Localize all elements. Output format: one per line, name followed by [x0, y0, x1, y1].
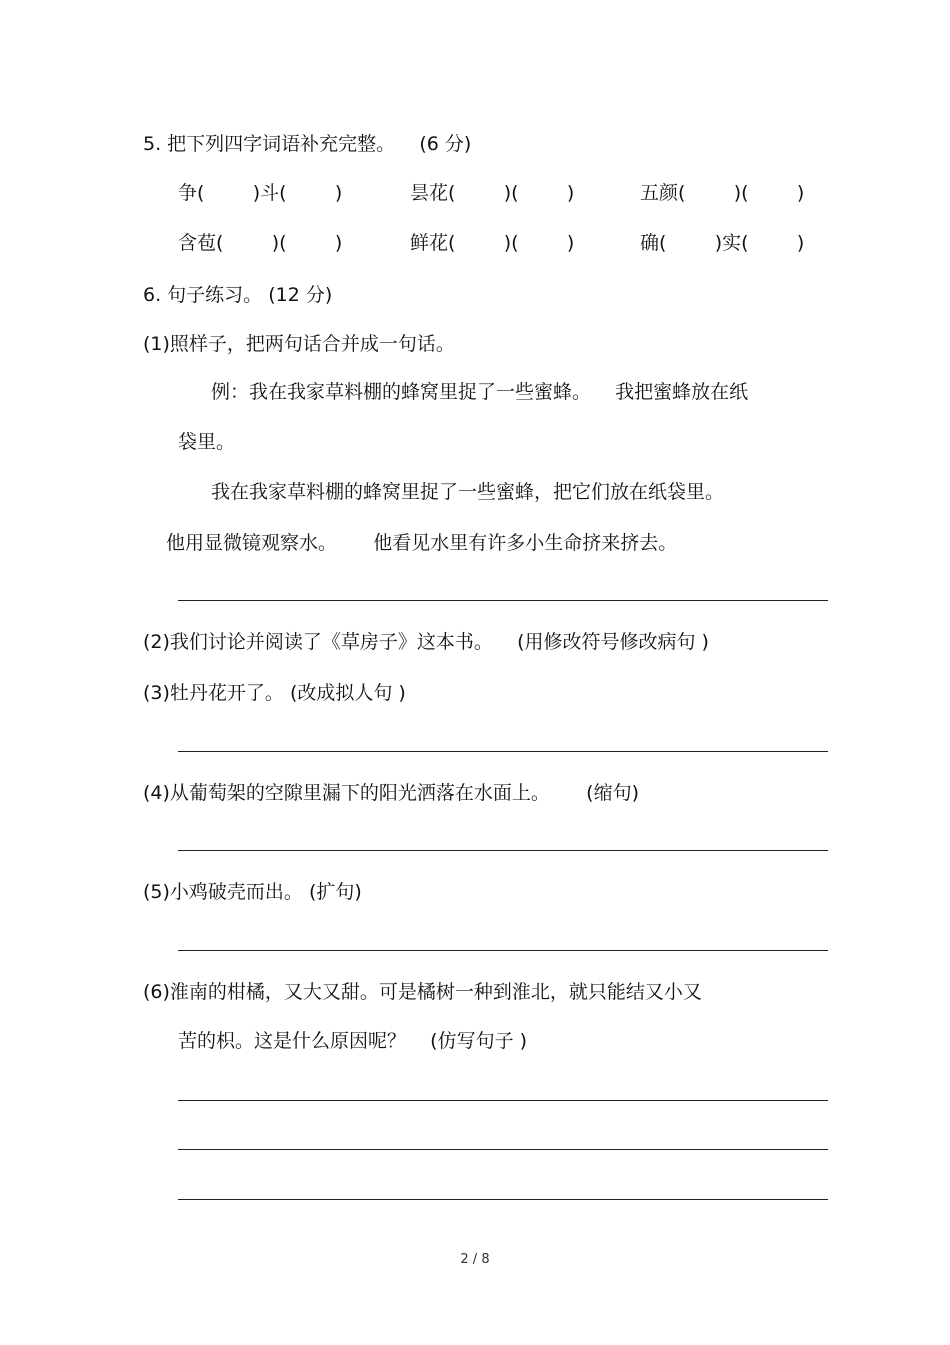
q5-item: 争( )斗( ): [178, 182, 343, 204]
q6-part5: (5)小鸡破壳而出。 (扩句): [143, 881, 362, 903]
answer-line[interactable]: [178, 1199, 828, 1200]
q6-part1-example-answer: 我在我家草料棚的蜂窝里捉了一些蜜蜂，把它们放在纸袋里。: [211, 481, 725, 503]
answer-line[interactable]: [178, 950, 828, 951]
q6-part6-line1: (6)淮南的柑橘，又大又甜。可是橘树一种到淮北，就只能结又小又: [143, 981, 702, 1003]
q6-part1-example-line1: 例：我在我家草料棚的蜂窝里捉了一些蜜蜂。 我把蜜蜂放在纸: [211, 381, 749, 403]
q5-item: 鲜花( )( ): [410, 232, 575, 254]
q6-part1-example-line2: 袋里。: [178, 431, 236, 453]
answer-line[interactable]: [178, 1100, 828, 1101]
q5-item: 含苞( )( ): [178, 232, 343, 254]
q6-part1-task: 他用显微镜观察水。 他看见水里有许多小生命挤来挤去。: [166, 532, 678, 554]
q6-title: 6. 句子练习。 (12 分): [143, 284, 333, 306]
answer-line[interactable]: [178, 600, 828, 601]
q6-part4: (4)从葡萄架的空隙里漏下的阳光洒落在水面上。 (缩句): [143, 782, 639, 804]
page-number: 2 / 8: [460, 1252, 490, 1267]
q5-item: 五颜( )( ): [640, 182, 805, 204]
answer-line[interactable]: [178, 850, 828, 851]
q6-part1-title: (1)照样子，把两句话合并成一句话。: [143, 333, 455, 355]
q5-item: 昙花( )( ): [410, 182, 575, 204]
q6-part6-line2: 苦的枳。这是什么原因呢？ (仿写句子 ): [178, 1030, 528, 1052]
q6-part2: (2)我们讨论并阅读了《草房子》这本书。 (用修改符号修改病句 ): [143, 631, 709, 653]
answer-line[interactable]: [178, 1149, 828, 1150]
q5-title: 5. 把下列四字词语补充完整。 (6 分): [143, 133, 472, 155]
q5-item: 确( )实( ): [640, 232, 805, 254]
q6-part3: (3)牡丹花开了。 (改成拟人句 ): [143, 682, 406, 704]
answer-line[interactable]: [178, 751, 828, 752]
